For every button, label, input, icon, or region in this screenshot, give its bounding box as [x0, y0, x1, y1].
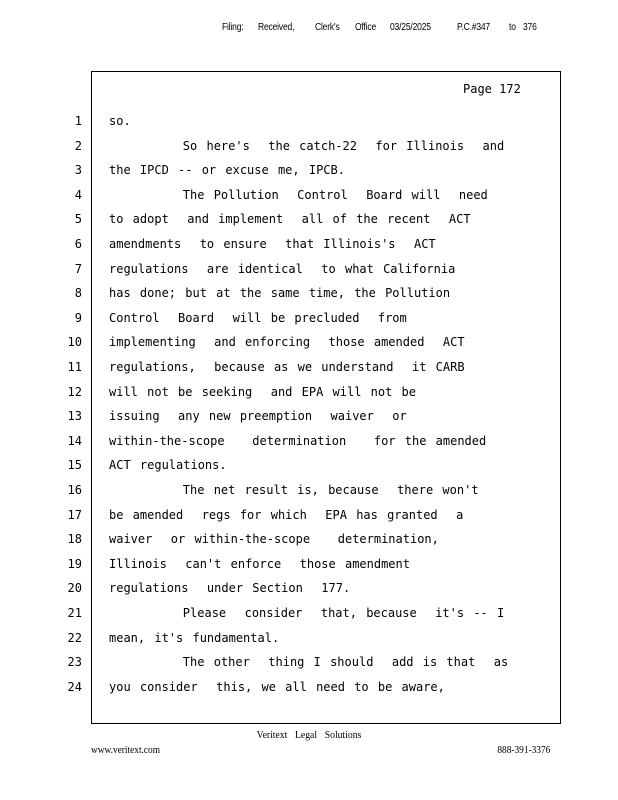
transcript-line: amendments to ensure that Illinois's ACT	[109, 237, 436, 251]
line-number: 18	[67, 532, 82, 546]
line-number: 16	[67, 483, 82, 497]
line-number: 9	[74, 311, 82, 325]
line-number: 11	[67, 360, 82, 374]
header-office: Office	[355, 22, 377, 33]
transcript-line: mean, it's fundamental.	[109, 631, 280, 645]
line-number: 19	[67, 557, 82, 571]
transcript-line: implementing and enforcing those amended ACT	[109, 335, 465, 349]
footer-website: www.veritext.com	[91, 744, 160, 756]
transcript-line: regulations, because as we understand it CARB	[109, 360, 465, 374]
transcript-line: you consider this, we all need to be aware,	[109, 680, 445, 694]
header-to: to	[509, 22, 516, 33]
transcript-line: the IPCD -- or excuse me, IPCB.	[109, 163, 345, 177]
header-filing: Filing:	[222, 22, 244, 33]
line-number: 4	[74, 188, 82, 202]
transcript-line: has done; but at the same time, the Pollution	[109, 286, 451, 300]
header-received: Received,	[258, 22, 295, 33]
header-total-pages: 376	[523, 22, 537, 33]
line-number: 24	[67, 680, 82, 694]
line-number: 17	[67, 508, 82, 522]
line-number: 14	[67, 434, 82, 448]
line-number: 3	[74, 163, 82, 177]
header-date: 03/25/2025	[390, 22, 431, 33]
line-number: 20	[67, 581, 82, 595]
footer-company: Veritext Legal Solutions	[256, 729, 362, 741]
line-number: 15	[67, 458, 82, 472]
transcript-line: waiver or within-the-scope determination,	[109, 532, 439, 546]
transcript-line: to adopt and implement all of the recent ACT	[109, 212, 471, 226]
line-number: 22	[67, 631, 82, 645]
footer-phone: 888-391-3376	[497, 744, 550, 756]
header-clerks: Clerk's	[315, 22, 340, 33]
transcript-line: The net result is, because there won't	[109, 483, 479, 497]
transcript-line: regulations are identical to what California	[109, 262, 456, 276]
transcript-line: regulations under Section 177.	[109, 581, 351, 595]
line-number: 6	[74, 237, 82, 251]
line-number: 12	[67, 385, 82, 399]
line-number: 8	[74, 286, 82, 300]
line-number: 2	[74, 139, 82, 153]
transcript-line: within-the-scope determination for the amended	[109, 434, 487, 448]
transcript-line: Please consider that, because it's -- I	[109, 606, 505, 620]
line-number: 1	[74, 114, 82, 128]
transcript-line: The Pollution Control Board will need	[109, 188, 488, 202]
transcript-line: issuing any new preemption waiver or	[109, 409, 407, 423]
transcript-line: be amended regs for which EPA has granted a	[109, 508, 464, 522]
line-number: 7	[74, 262, 82, 276]
transcript-line: So here's the catch-22 for Illinois and	[109, 139, 505, 153]
line-number: 13	[67, 409, 82, 423]
filing-header	[0, 22, 618, 38]
transcript-line: Illinois can't enforce those amendment	[109, 557, 410, 571]
transcript-line: so.	[109, 114, 131, 128]
line-number: 10	[67, 335, 82, 349]
page-number: Page 172	[463, 82, 521, 96]
header-pc-number: P.C.#347	[457, 22, 490, 33]
line-number: 21	[67, 606, 82, 620]
transcript-line: Control Board will be precluded from	[109, 311, 407, 325]
transcript-line: will not be seeking and EPA will not be	[109, 385, 416, 399]
transcript-line: The other thing I should add is that as	[109, 655, 509, 669]
line-number: 5	[74, 212, 82, 226]
transcript-line: ACT regulations.	[109, 458, 227, 472]
line-number: 23	[67, 655, 82, 669]
